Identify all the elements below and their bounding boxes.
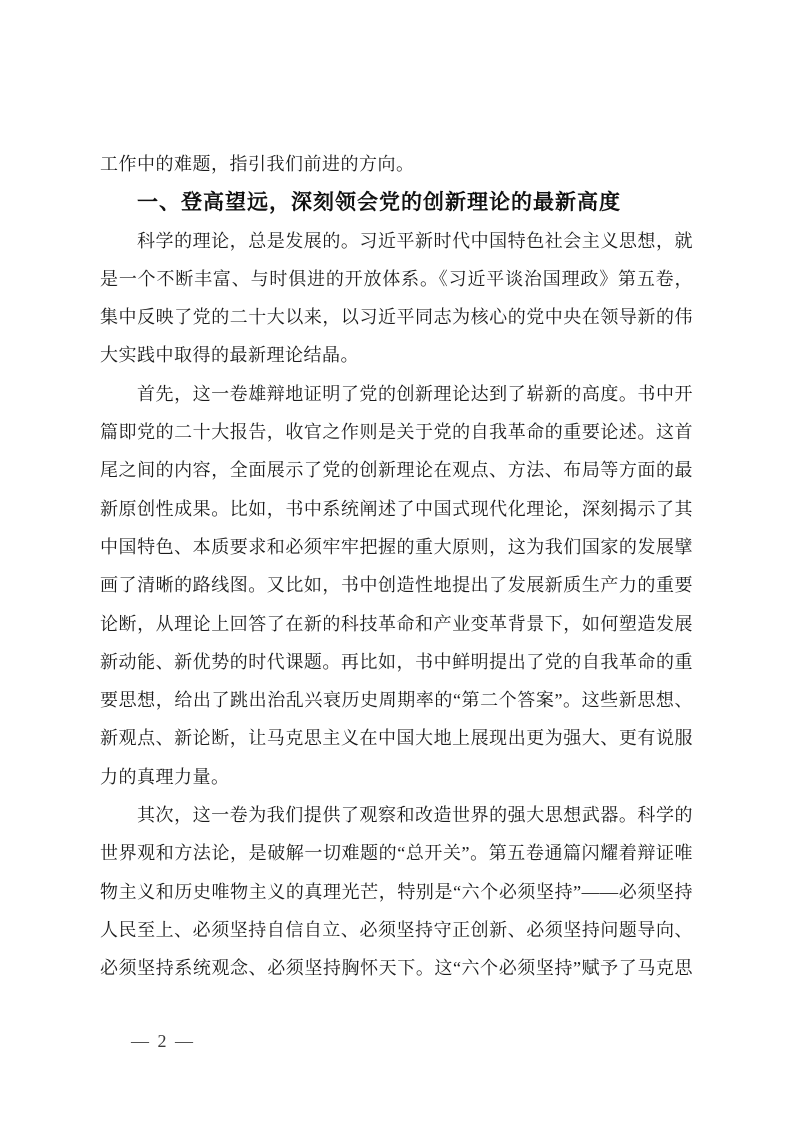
document-body bbox=[100, 145, 693, 988]
section-heading: 一、登高望远，深刻领会党的创新理论的最新高度 bbox=[137, 190, 621, 215]
body-line: 新原创性成果。比如，书中系统阐述了中国式现代化理论，深刻揭示了其 bbox=[100, 498, 693, 519]
body-line: 世界观和方法论，是破解一切难题的“总开关”。第五卷通篇闪耀着辩证唯 bbox=[100, 843, 693, 864]
body-line: 力的真理力量。 bbox=[100, 766, 230, 787]
body-line: 篇即党的二十大报告，收官之作则是关于党的自我革命的重要论述。这首 bbox=[100, 422, 693, 443]
body-line: 首先，这一卷雄辩地证明了党的创新理论达到了崭新的高度。书中开 bbox=[137, 383, 693, 404]
body-line: 工作中的难题，指引我们前进的方向。 bbox=[100, 154, 415, 174]
body-line: 其次，这一卷为我们提供了观察和改造世界的强大思想武器。科学的 bbox=[137, 805, 693, 826]
body-line: 大实践中取得的最新理论结晶。 bbox=[100, 345, 359, 366]
body-line: 必须坚持系统观念、必须坚持胸怀天下。这“六个必须坚持”赋予了马克思 bbox=[100, 958, 693, 979]
body-line: 物主义和历史唯物主义的真理光芒，特别是“六个必须坚持”——必须坚持 bbox=[100, 881, 693, 902]
body-line: 中国特色、本质要求和必须牢牢把握的重大原则，这为我们国家的发展擘 bbox=[100, 536, 693, 557]
body-line: 尾之间的内容，全面展示了党的创新理论在观点、方法、布局等方面的最 bbox=[100, 460, 693, 481]
body-line: 集中反映了党的二十大以来，以习近平同志为核心的党中央在领导新的伟 bbox=[100, 307, 693, 328]
body-line: 画了清晰的路线图。又比如，书中创造性地提出了发展新质生产力的重要 bbox=[100, 575, 693, 596]
body-line: 要思想，给出了跳出治乱兴衰历史周期率的“第二个答案”。这些新思想、 bbox=[100, 690, 693, 711]
body-line: 人民至上、必须坚持自信自立、必须坚持守正创新、必须坚持问题导向、 bbox=[100, 919, 693, 940]
body-line: 论断，从理论上回答了在新的科技革命和产业变革背景下，如何塑造发展 bbox=[100, 613, 693, 634]
body-line: 新动能、新优势的时代课题。再比如，书中鲜明提出了党的自我革命的重 bbox=[100, 651, 693, 672]
page-number: — 2 — bbox=[131, 1031, 195, 1051]
body-line: 是一个不断丰富、与时俱进的开放体系。《习近平谈治国理政》第五卷， bbox=[100, 268, 693, 289]
body-line: 科学的理论，总是发展的。习近平新时代中国特色社会主义思想，就 bbox=[137, 230, 693, 251]
body-line: 新观点、新论断，让马克思主义在中国大地上展现出更为强大、更有说服 bbox=[100, 728, 693, 749]
